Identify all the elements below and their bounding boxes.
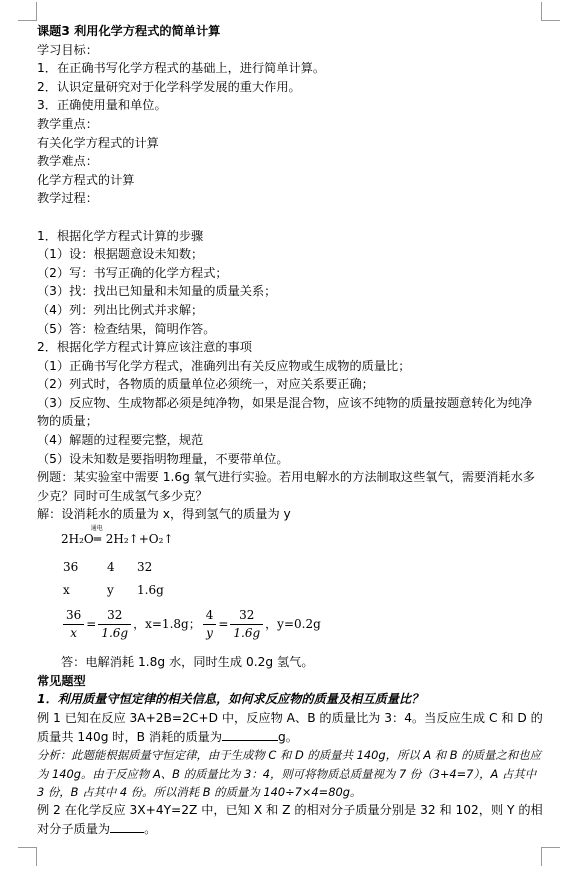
crop-mark-top-right-v (541, 2, 542, 21)
key-points-heading: 教学重点： (37, 116, 98, 131)
note-item: （3）反应物、生成物都必须是纯净物，如果是混合物，应该不纯物的质量按题意转化为纯净物的质量； (37, 395, 533, 429)
note-item: （4）解题的过程要完整，规范 (37, 433, 204, 448)
section2-heading: 2．根据化学方程式计算应该注意的事项 (37, 340, 252, 355)
result-y: ，y=0.2g (265, 617, 321, 632)
note-item: （5）设未知数是要指明物理量，不要带单位。 (37, 451, 289, 466)
section1-heading: 1．根据化学方程式计算的步骤 (37, 228, 204, 243)
crop-mark-bottom-left-h (18, 847, 37, 848)
objective-item: 1．在正确书写化学方程式的基础上，进行简单计算。 (37, 61, 326, 76)
step-item: （5）答：检查结果，简明作答。 (37, 321, 216, 336)
step-item: （2）写：书写正确的化学方程式； (37, 265, 228, 280)
example-1: 例 1 已知在反应 3A+2B=2C+D 中，反应物 A、B 的质量比为 3：4。当反应生成 C 和 D 的质量共 140g 时，B 消耗的质量为 g。 (37, 711, 543, 744)
blank-line (37, 208, 543, 227)
type1-heading: 1．利用质量守恒定律的相关信息，如何求反应物的质量及相互质量比？ (37, 692, 424, 707)
example-2: 例 2 在化学反应 3X+4Y=2Z 中，已知 X 和 Z 的相对分子质量分别是 32 和 102，则 Y 的相对分子质量为 。 (37, 803, 543, 836)
fraction: $\frac{4}{y}$ (203, 607, 217, 642)
example-answer: 答：电解消耗 1.8g 水，同时生成 0.2g 氢气。 (61, 655, 314, 670)
equation-condition: 通电 (90, 525, 103, 533)
step-item: （4）列：列出比例式并求解； (37, 302, 204, 317)
ratio-row (37, 558, 543, 577)
fraction: $\frac{32}{1.6g}$ (230, 607, 263, 642)
process-heading: 教学过程： (37, 191, 98, 206)
proportion-equations: $\frac{36}{x}$ = $\frac{32}{1.6g}$ ，x=1.8g； $\frac{4}{y}$ = $\frac{32}{1.6g}$ ，y=0.2g (37, 607, 543, 647)
result-x: ，x=1.8g； (133, 617, 201, 632)
document-title: 课题3 利用化学方程式的简单计算 (37, 24, 221, 38)
fraction: $\frac{32}{1.6g}$ (98, 607, 131, 642)
equation-left: 2H₂O (61, 532, 94, 547)
common-types-heading: 常见题型 (37, 673, 86, 688)
ratio-value: 36 (63, 560, 79, 575)
equation-right: 2H₂↑+O₂↑ (105, 532, 174, 547)
ratio-value: 4 (107, 560, 115, 575)
unknown-value: y (107, 582, 114, 597)
note-item: （2）列式时，各物质的质量单位必须统一，对应关系要正确； (37, 377, 374, 392)
difficulties-heading: 教学难点： (37, 154, 98, 169)
unknown-value: x (63, 582, 70, 597)
note-item: （1）正确书写化学方程式，准确列出有关反应物或生成物的质量比； (37, 358, 411, 373)
fraction: $\frac{36}{x}$ (63, 607, 84, 642)
crop-mark-top-left-v (36, 2, 37, 21)
crop-mark-bottom-left-v (36, 847, 37, 866)
objective-item: 2．认识定量研究对于化学科学发展的重大作用。 (37, 79, 301, 94)
chemical-equation: 2H₂O 通电 ═ 2H₂↑+O₂↑ (37, 530, 543, 552)
crop-mark-bottom-right-h (541, 847, 560, 848)
answer-blank[interactable] (110, 820, 144, 833)
document-page (37, 22, 543, 839)
crop-mark-top-right-h (541, 20, 560, 21)
step-item: （3）找：找出已知量和未知量的质量关系； (37, 284, 277, 299)
answer-blank[interactable] (222, 728, 278, 741)
key-points-text: 有关化学方程式的计算 (37, 135, 159, 150)
solution-intro: 解：设消耗水的质量为 x，得到氢气的质量为 y (37, 507, 291, 522)
unknown-row (37, 581, 543, 600)
objective-item: 3．正确使用量和单位。 (37, 98, 167, 113)
ratio-value: 32 (137, 560, 153, 575)
objectives-heading: 学习目标： (37, 42, 98, 57)
crop-mark-top-left-h (18, 20, 37, 21)
example-1-analysis: 分析：此题能根据质量守恒定律，由于生成物 C 和 D 的质量共 140g，所以 A 和 B 的质量之和也应为 140g。由于反应物 A、B 的质量比为 3：4，则可将物质总质量视为 7 份（3+4=7），A 占其中 3 份，B 占其中 4 份。所以消耗 B 的质量为 140÷7×4=80g。 (37, 748, 541, 799)
crop-mark-bottom-right-v (541, 847, 542, 866)
unknown-value: 1.6g (137, 582, 164, 597)
example-question: 例题：某实验室中需要 1.6g 氧气进行实验。若用电解水的方法制取这些氧气，需要消耗水多少克？同时可生成氢气多少克？ (37, 470, 535, 503)
difficulties-text: 化学方程式的计算 (37, 172, 135, 187)
step-item: （1）设：根据题意设未知数； (37, 247, 204, 262)
